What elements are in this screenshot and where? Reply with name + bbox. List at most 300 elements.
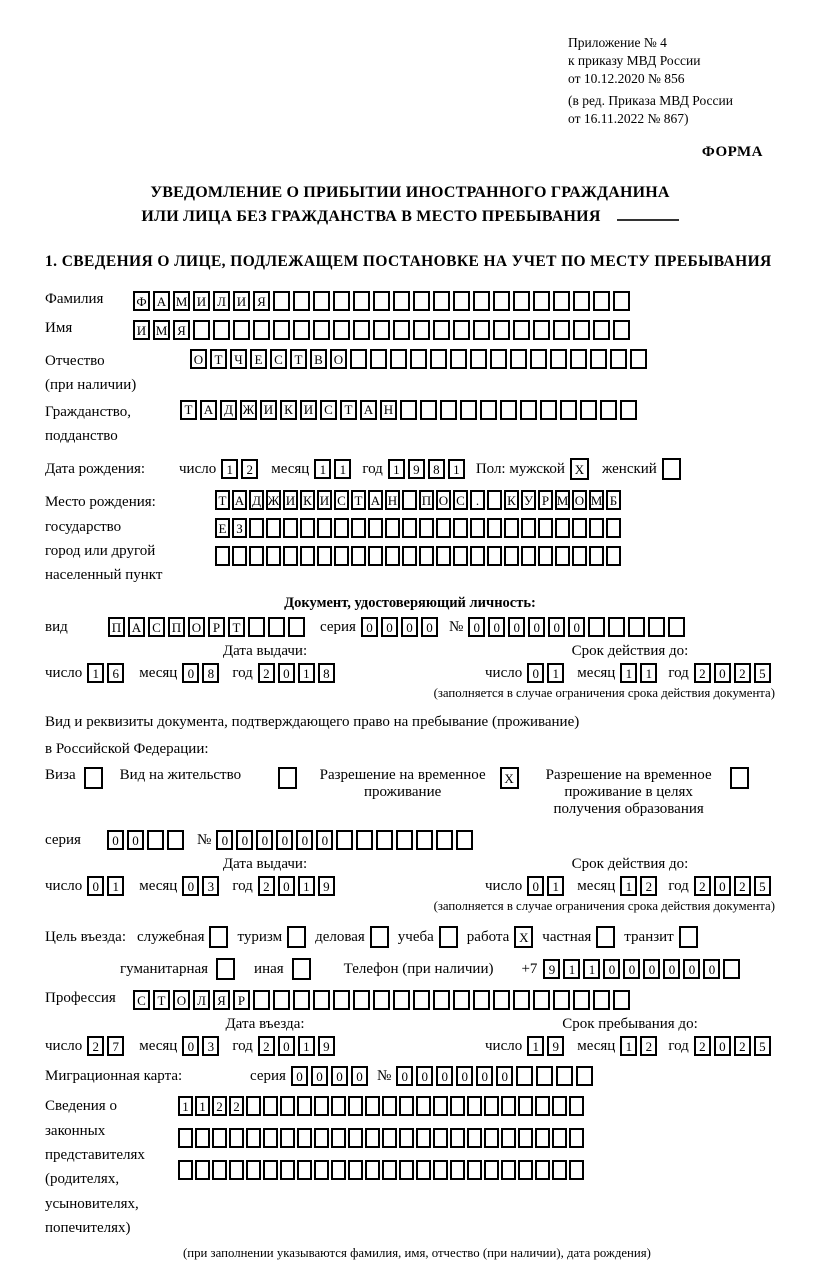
surname-field-cell[interactable]: Ф [133, 291, 150, 311]
checkbox-purpose-private-cell[interactable] [596, 926, 615, 948]
citizenship-field-cell[interactable]: Ж [240, 400, 257, 420]
patronymic-field-cell[interactable]: Т [210, 349, 227, 369]
profession-field-cell[interactable] [513, 990, 530, 1010]
doc-kind-field-cell[interactable]: Р [208, 617, 225, 637]
permit-issue-year-field-cell[interactable]: 9 [318, 876, 335, 896]
representatives-row2-field-cell[interactable] [450, 1128, 465, 1148]
representatives-row2-field-cell[interactable] [246, 1128, 261, 1148]
stay-year-field-cell[interactable]: 2 [734, 1036, 751, 1056]
mig-number-field-cell[interactable] [516, 1066, 533, 1086]
patronymic-field-cell[interactable] [430, 349, 447, 369]
checkbox-purpose-humanitarian-cell[interactable] [216, 958, 235, 980]
citizenship-field-cell[interactable]: С [320, 400, 337, 420]
doc-number-field-cell[interactable] [648, 617, 665, 637]
representatives-row2-field-cell[interactable] [365, 1128, 380, 1148]
patronymic-field-cell[interactable]: Т [290, 349, 307, 369]
firstname-field-cell[interactable] [413, 320, 430, 340]
doc-valid-day-field-cell[interactable]: 1 [547, 663, 564, 683]
mig-series-field-cell[interactable]: 0 [351, 1066, 368, 1086]
birthplace-row2-field-cell[interactable] [436, 518, 451, 538]
surname-field-cell[interactable]: И [233, 291, 250, 311]
birthplace-row1-field-cell[interactable]: С [334, 490, 349, 510]
birthplace-row3-field-cell[interactable] [436, 546, 451, 566]
representatives-row3-field-cell[interactable] [297, 1160, 312, 1180]
birthplace-row3-field-cell[interactable] [555, 546, 570, 566]
citizenship-field-cell[interactable] [500, 400, 517, 420]
profession-field-cell[interactable] [273, 990, 290, 1010]
profession-field-cell[interactable] [433, 990, 450, 1010]
birthplace-row2-field-cell[interactable] [487, 518, 502, 538]
birthplace-row2-field-cell[interactable] [419, 518, 434, 538]
surname-field-cell[interactable]: И [193, 291, 210, 311]
representatives-row3-field-cell[interactable] [195, 1160, 210, 1180]
doc-issue-day-field-cell[interactable]: 1 [87, 663, 104, 683]
profession-field-cell[interactable]: С [133, 990, 150, 1010]
birth-year-field-cell[interactable]: 8 [428, 459, 445, 479]
citizenship-field-cell[interactable]: И [300, 400, 317, 420]
doc-issue-year-field-cell[interactable]: 8 [318, 663, 335, 683]
birthplace-row2-field-cell[interactable] [521, 518, 536, 538]
patronymic-field-cell[interactable]: Е [250, 349, 267, 369]
permit-number-field-cell[interactable] [376, 830, 393, 850]
citizenship-field-cell[interactable]: И [260, 400, 277, 420]
doc-kind-field-cell[interactable]: Т [228, 617, 245, 637]
doc-valid-year-field-cell[interactable]: 2 [734, 663, 751, 683]
surname-field-cell[interactable] [473, 291, 490, 311]
mig-number-field-cell[interactable]: 0 [416, 1066, 433, 1086]
firstname-field-cell[interactable] [453, 320, 470, 340]
patronymic-field-cell[interactable] [370, 349, 387, 369]
representatives-row1-field-cell[interactable]: 1 [195, 1096, 210, 1116]
firstname-field-cell[interactable] [473, 320, 490, 340]
birthplace-row1-field-cell[interactable]: Н [385, 490, 400, 510]
representatives-row3-field-cell[interactable] [416, 1160, 431, 1180]
phone-field-cell[interactable]: 1 [583, 959, 600, 979]
phone-field-cell[interactable]: 1 [563, 959, 580, 979]
citizenship-field-cell[interactable] [620, 400, 637, 420]
phone-field-cell[interactable]: 0 [663, 959, 680, 979]
patronymic-field-cell[interactable] [610, 349, 627, 369]
stay-month-field-cell[interactable]: 2 [640, 1036, 657, 1056]
mig-series-field-cell[interactable]: 0 [291, 1066, 308, 1086]
birthplace-row1-field-cell[interactable]: А [368, 490, 383, 510]
permit-number-field-cell[interactable] [456, 830, 473, 850]
citizenship-field-cell[interactable] [460, 400, 477, 420]
representatives-row3-field-cell[interactable] [569, 1160, 584, 1180]
stay-year-field-cell[interactable]: 0 [714, 1036, 731, 1056]
citizenship-field-cell[interactable] [400, 400, 417, 420]
birthplace-row1-field-cell[interactable]: Р [538, 490, 553, 510]
birthplace-row1-field-cell[interactable]: Ж [266, 490, 281, 510]
patronymic-field-cell[interactable] [390, 349, 407, 369]
birthplace-row1-field-cell[interactable]: И [317, 490, 332, 510]
permit-number-field-cell[interactable]: 0 [276, 830, 293, 850]
birthplace-row3-field-cell[interactable] [351, 546, 366, 566]
checkbox-temp-residence-cell[interactable]: X [500, 767, 519, 789]
patronymic-field-cell[interactable] [550, 349, 567, 369]
doc-number-field-cell[interactable] [588, 617, 605, 637]
birthplace-row1-field-cell[interactable]: П [419, 490, 434, 510]
patronymic-field-cell[interactable] [410, 349, 427, 369]
permit-valid-day-field-cell[interactable]: 0 [527, 876, 544, 896]
birthplace-row3-field-cell[interactable] [504, 546, 519, 566]
phone-field-cell[interactable]: 0 [603, 959, 620, 979]
entry-year-field-cell[interactable]: 0 [278, 1036, 295, 1056]
firstname-field-cell[interactable] [213, 320, 230, 340]
entry-year-field-cell[interactable]: 2 [258, 1036, 275, 1056]
permit-number-field-cell[interactable] [356, 830, 373, 850]
representatives-row1-field-cell[interactable] [416, 1096, 431, 1116]
birthplace-row1-field-cell[interactable]: Д [249, 490, 264, 510]
permit-number-field-cell[interactable] [436, 830, 453, 850]
birthplace-row3-field-cell[interactable] [368, 546, 383, 566]
representatives-row1-field-cell[interactable] [535, 1096, 550, 1116]
firstname-field-cell[interactable] [233, 320, 250, 340]
profession-field-cell[interactable] [413, 990, 430, 1010]
surname-field-cell[interactable] [433, 291, 450, 311]
birthplace-row3-field-cell[interactable] [249, 546, 264, 566]
birthplace-row3-field-cell[interactable] [232, 546, 247, 566]
permit-valid-month-field-cell[interactable]: 2 [640, 876, 657, 896]
permit-number-field-cell[interactable] [396, 830, 413, 850]
birthplace-row1-field-cell[interactable]: К [300, 490, 315, 510]
representatives-row3-field-cell[interactable] [450, 1160, 465, 1180]
birthplace-row2-field-cell[interactable]: З [232, 518, 247, 538]
permit-series-field-cell[interactable]: 0 [127, 830, 144, 850]
firstname-field-cell[interactable] [533, 320, 550, 340]
representatives-row3-field-cell[interactable] [178, 1160, 193, 1180]
checkbox-purpose-official-cell[interactable] [209, 926, 228, 948]
surname-field-cell[interactable] [353, 291, 370, 311]
permit-issue-month-field-cell[interactable]: 3 [202, 876, 219, 896]
profession-field-cell[interactable] [373, 990, 390, 1010]
birthplace-row3-field-cell[interactable] [215, 546, 230, 566]
birthplace-row1-field-cell[interactable]: У [521, 490, 536, 510]
representatives-row1-field-cell[interactable] [297, 1096, 312, 1116]
entry-year-field-cell[interactable]: 9 [318, 1036, 335, 1056]
representatives-row1-field-cell[interactable] [518, 1096, 533, 1116]
representatives-row2-field-cell[interactable] [569, 1128, 584, 1148]
representatives-row1-field-cell[interactable] [450, 1096, 465, 1116]
birthplace-row1-field-cell[interactable]: . [470, 490, 485, 510]
mig-number-field-cell[interactable]: 0 [496, 1066, 513, 1086]
doc-valid-year-field-cell[interactable]: 0 [714, 663, 731, 683]
firstname-field-cell[interactable] [353, 320, 370, 340]
representatives-row2-field-cell[interactable] [331, 1128, 346, 1148]
patronymic-field-cell[interactable] [530, 349, 547, 369]
doc-valid-day-field-cell[interactable]: 0 [527, 663, 544, 683]
profession-field-cell[interactable] [253, 990, 270, 1010]
doc-number-field-cell[interactable]: 0 [548, 617, 565, 637]
doc-number-field-cell[interactable]: 0 [508, 617, 525, 637]
representatives-row2-field-cell[interactable] [263, 1128, 278, 1148]
checkbox-sex-male-cell[interactable]: X [570, 458, 589, 480]
birthplace-row3-field-cell[interactable] [453, 546, 468, 566]
birthplace-row1-field-cell[interactable]: О [572, 490, 587, 510]
birthplace-row2-field-cell[interactable] [453, 518, 468, 538]
birthplace-row3-field-cell[interactable] [589, 546, 604, 566]
phone-field-cell[interactable]: 0 [643, 959, 660, 979]
doc-issue-month-field-cell[interactable]: 0 [182, 663, 199, 683]
representatives-row1-field-cell[interactable] [314, 1096, 329, 1116]
doc-kind-field-cell[interactable]: П [168, 617, 185, 637]
birth-year-field-cell[interactable]: 1 [448, 459, 465, 479]
representatives-row3-field-cell[interactable] [348, 1160, 363, 1180]
representatives-row2-field-cell[interactable] [501, 1128, 516, 1148]
entry-month-field-cell[interactable]: 0 [182, 1036, 199, 1056]
surname-field-cell[interactable] [313, 291, 330, 311]
permit-issue-day-field-cell[interactable]: 0 [87, 876, 104, 896]
mig-number-field-cell[interactable]: 0 [456, 1066, 473, 1086]
birthplace-row3-field-cell[interactable] [419, 546, 434, 566]
checkbox-purpose-tourism-cell[interactable] [287, 926, 306, 948]
profession-field-cell[interactable] [453, 990, 470, 1010]
citizenship-field-cell[interactable]: К [280, 400, 297, 420]
representatives-row2-field-cell[interactable] [195, 1128, 210, 1148]
patronymic-field-cell[interactable]: О [190, 349, 207, 369]
citizenship-field-cell[interactable]: А [360, 400, 377, 420]
representatives-row1-field-cell[interactable] [484, 1096, 499, 1116]
birthplace-row2-field-cell[interactable] [606, 518, 621, 538]
representatives-row3-field-cell[interactable] [382, 1160, 397, 1180]
patronymic-field-cell[interactable] [510, 349, 527, 369]
permit-series-field-cell[interactable]: 0 [107, 830, 124, 850]
mig-series-field-cell[interactable]: 0 [331, 1066, 348, 1086]
permit-number-field-cell[interactable]: 0 [316, 830, 333, 850]
birthplace-row2-field-cell[interactable]: Е [215, 518, 230, 538]
surname-field-cell[interactable] [413, 291, 430, 311]
checkbox-purpose-other-cell[interactable] [292, 958, 311, 980]
mig-series-field-cell[interactable]: 0 [311, 1066, 328, 1086]
entry-day-field-cell[interactable]: 2 [87, 1036, 104, 1056]
profession-field-cell[interactable]: О [173, 990, 190, 1010]
doc-issue-day-field-cell[interactable]: 6 [107, 663, 124, 683]
doc-valid-month-field-cell[interactable]: 1 [640, 663, 657, 683]
citizenship-field-cell[interactable] [520, 400, 537, 420]
patronymic-field-cell[interactable]: О [330, 349, 347, 369]
doc-series-field-cell[interactable]: 0 [381, 617, 398, 637]
doc-kind-field-cell[interactable] [268, 617, 285, 637]
permit-valid-day-field-cell[interactable]: 1 [547, 876, 564, 896]
representatives-row2-field-cell[interactable] [382, 1128, 397, 1148]
firstname-field-cell[interactable]: И [133, 320, 150, 340]
profession-field-cell[interactable]: Т [153, 990, 170, 1010]
representatives-row2-field-cell[interactable] [416, 1128, 431, 1148]
birthplace-row3-field-cell[interactable] [470, 546, 485, 566]
citizenship-field-cell[interactable] [580, 400, 597, 420]
surname-field-cell[interactable] [453, 291, 470, 311]
firstname-field-cell[interactable] [333, 320, 350, 340]
doc-number-field-cell[interactable]: 0 [488, 617, 505, 637]
permit-issue-year-field-cell[interactable]: 2 [258, 876, 275, 896]
representatives-row1-field-cell[interactable] [348, 1096, 363, 1116]
firstname-field-cell[interactable] [573, 320, 590, 340]
representatives-row1-field-cell[interactable] [399, 1096, 414, 1116]
representatives-row2-field-cell[interactable] [433, 1128, 448, 1148]
birthplace-row1-field-cell[interactable]: А [232, 490, 247, 510]
profession-field-cell[interactable] [573, 990, 590, 1010]
checkbox-temp-residence-edu-cell[interactable] [730, 767, 749, 789]
citizenship-field-cell[interactable]: Т [180, 400, 197, 420]
birthplace-row1-field-cell[interactable]: К [504, 490, 519, 510]
doc-series-field-cell[interactable]: 0 [421, 617, 438, 637]
birthplace-row1-field-cell[interactable]: С [453, 490, 468, 510]
checkbox-purpose-business-cell[interactable] [370, 926, 389, 948]
mig-number-field-cell[interactable] [556, 1066, 573, 1086]
birthplace-row1-field-cell[interactable]: Т [215, 490, 230, 510]
mig-number-field-cell[interactable] [536, 1066, 553, 1086]
representatives-row2-field-cell[interactable] [518, 1128, 533, 1148]
representatives-row2-field-cell[interactable] [280, 1128, 295, 1148]
firstname-field-cell[interactable] [253, 320, 270, 340]
firstname-field-cell[interactable] [493, 320, 510, 340]
surname-field-cell[interactable] [493, 291, 510, 311]
representatives-row1-field-cell[interactable] [365, 1096, 380, 1116]
birthplace-row2-field-cell[interactable] [470, 518, 485, 538]
checkbox-visa-cell[interactable] [84, 767, 103, 789]
doc-kind-field-cell[interactable]: П [108, 617, 125, 637]
doc-number-field-cell[interactable] [628, 617, 645, 637]
birthplace-row2-field-cell[interactable] [402, 518, 417, 538]
representatives-row1-field-cell[interactable] [552, 1096, 567, 1116]
citizenship-field-cell[interactable]: Т [340, 400, 357, 420]
citizenship-field-cell[interactable] [540, 400, 557, 420]
surname-field-cell[interactable] [513, 291, 530, 311]
permit-valid-year-field-cell[interactable]: 2 [734, 876, 751, 896]
permit-issue-year-field-cell[interactable]: 1 [298, 876, 315, 896]
representatives-row2-field-cell[interactable] [535, 1128, 550, 1148]
profession-field-cell[interactable] [393, 990, 410, 1010]
representatives-row3-field-cell[interactable] [280, 1160, 295, 1180]
profession-field-cell[interactable]: Л [193, 990, 210, 1010]
patronymic-field-cell[interactable] [450, 349, 467, 369]
birthplace-row3-field-cell[interactable] [538, 546, 553, 566]
doc-number-field-cell[interactable] [608, 617, 625, 637]
profession-field-cell[interactable] [293, 990, 310, 1010]
profession-field-cell[interactable] [493, 990, 510, 1010]
birthplace-row2-field-cell[interactable] [589, 518, 604, 538]
doc-valid-year-field-cell[interactable]: 2 [694, 663, 711, 683]
doc-issue-year-field-cell[interactable]: 0 [278, 663, 295, 683]
representatives-row1-field-cell[interactable] [382, 1096, 397, 1116]
representatives-row1-field-cell[interactable] [263, 1096, 278, 1116]
birthplace-row2-field-cell[interactable] [555, 518, 570, 538]
firstname-field-cell[interactable] [513, 320, 530, 340]
birthplace-row2-field-cell[interactable] [368, 518, 383, 538]
patronymic-field-cell[interactable] [470, 349, 487, 369]
representatives-row3-field-cell[interactable] [314, 1160, 329, 1180]
permit-number-field-cell[interactable] [416, 830, 433, 850]
profession-field-cell[interactable]: Я [213, 990, 230, 1010]
birthplace-row3-field-cell[interactable] [487, 546, 502, 566]
checkbox-residence-permit-cell[interactable] [278, 767, 297, 789]
profession-field-cell[interactable] [353, 990, 370, 1010]
representatives-row3-field-cell[interactable] [263, 1160, 278, 1180]
birthplace-row1-field-cell[interactable]: Б [606, 490, 621, 510]
birthplace-row2-field-cell[interactable] [504, 518, 519, 538]
permit-series-field-cell[interactable] [147, 830, 164, 850]
patronymic-field-cell[interactable] [350, 349, 367, 369]
birth-day-field-cell[interactable]: 2 [241, 459, 258, 479]
citizenship-field-cell[interactable] [480, 400, 497, 420]
birthplace-row3-field-cell[interactable] [606, 546, 621, 566]
patronymic-field-cell[interactable]: С [270, 349, 287, 369]
permit-issue-year-field-cell[interactable]: 0 [278, 876, 295, 896]
birthplace-row2-field-cell[interactable] [538, 518, 553, 538]
surname-field-cell[interactable] [593, 291, 610, 311]
phone-field-cell[interactable]: 0 [683, 959, 700, 979]
patronymic-field-cell[interactable] [590, 349, 607, 369]
stay-month-field-cell[interactable]: 1 [620, 1036, 637, 1056]
permit-issue-day-field-cell[interactable]: 1 [107, 876, 124, 896]
surname-field-cell[interactable] [373, 291, 390, 311]
doc-number-field-cell[interactable]: 0 [528, 617, 545, 637]
birth-day-field-cell[interactable]: 1 [221, 459, 238, 479]
birth-month-field-cell[interactable]: 1 [334, 459, 351, 479]
doc-kind-field-cell[interactable] [248, 617, 265, 637]
citizenship-field-cell[interactable]: Н [380, 400, 397, 420]
birthplace-row2-field-cell[interactable] [385, 518, 400, 538]
profession-field-cell[interactable] [533, 990, 550, 1010]
birth-year-field-cell[interactable]: 1 [388, 459, 405, 479]
checkbox-sex-female-cell[interactable] [662, 458, 681, 480]
doc-series-field-cell[interactable]: 0 [361, 617, 378, 637]
profession-field-cell[interactable] [553, 990, 570, 1010]
stay-year-field-cell[interactable]: 2 [694, 1036, 711, 1056]
mig-number-field-cell[interactable]: 0 [476, 1066, 493, 1086]
birthplace-row3-field-cell[interactable] [334, 546, 349, 566]
surname-field-cell[interactable] [293, 291, 310, 311]
profession-field-cell[interactable] [593, 990, 610, 1010]
representatives-row1-field-cell[interactable]: 2 [229, 1096, 244, 1116]
birthplace-row1-field-cell[interactable]: О [436, 490, 451, 510]
representatives-row3-field-cell[interactable] [365, 1160, 380, 1180]
surname-field-cell[interactable] [393, 291, 410, 311]
birth-year-field-cell[interactable]: 9 [408, 459, 425, 479]
phone-field-cell[interactable]: 0 [623, 959, 640, 979]
doc-series-field-cell[interactable]: 0 [401, 617, 418, 637]
permit-number-field-cell[interactable] [336, 830, 353, 850]
representatives-row1-field-cell[interactable] [280, 1096, 295, 1116]
surname-field-cell[interactable]: М [173, 291, 190, 311]
permit-valid-year-field-cell[interactable]: 5 [754, 876, 771, 896]
doc-number-field-cell[interactable]: 0 [568, 617, 585, 637]
surname-field-cell[interactable]: Л [213, 291, 230, 311]
birthplace-row2-field-cell[interactable] [572, 518, 587, 538]
representatives-row2-field-cell[interactable] [229, 1128, 244, 1148]
firstname-field-cell[interactable] [193, 320, 210, 340]
stay-year-field-cell[interactable]: 5 [754, 1036, 771, 1056]
birthplace-row1-field-cell[interactable]: Т [351, 490, 366, 510]
firstname-field-cell[interactable] [613, 320, 630, 340]
phone-field-cell[interactable]: 0 [703, 959, 720, 979]
representatives-row3-field-cell[interactable] [399, 1160, 414, 1180]
doc-valid-year-field-cell[interactable]: 5 [754, 663, 771, 683]
representatives-row2-field-cell[interactable] [212, 1128, 227, 1148]
representatives-row3-field-cell[interactable] [518, 1160, 533, 1180]
entry-month-field-cell[interactable]: 3 [202, 1036, 219, 1056]
citizenship-field-cell[interactable] [600, 400, 617, 420]
surname-field-cell[interactable]: Я [253, 291, 270, 311]
patronymic-field-cell[interactable]: Ч [230, 349, 247, 369]
birthplace-row3-field-cell[interactable] [521, 546, 536, 566]
checkbox-purpose-work-cell[interactable]: X [514, 926, 533, 948]
birthplace-row2-field-cell[interactable] [300, 518, 315, 538]
doc-number-field-cell[interactable]: 0 [468, 617, 485, 637]
surname-field-cell[interactable] [553, 291, 570, 311]
surname-field-cell[interactable] [573, 291, 590, 311]
profession-field-cell[interactable] [333, 990, 350, 1010]
